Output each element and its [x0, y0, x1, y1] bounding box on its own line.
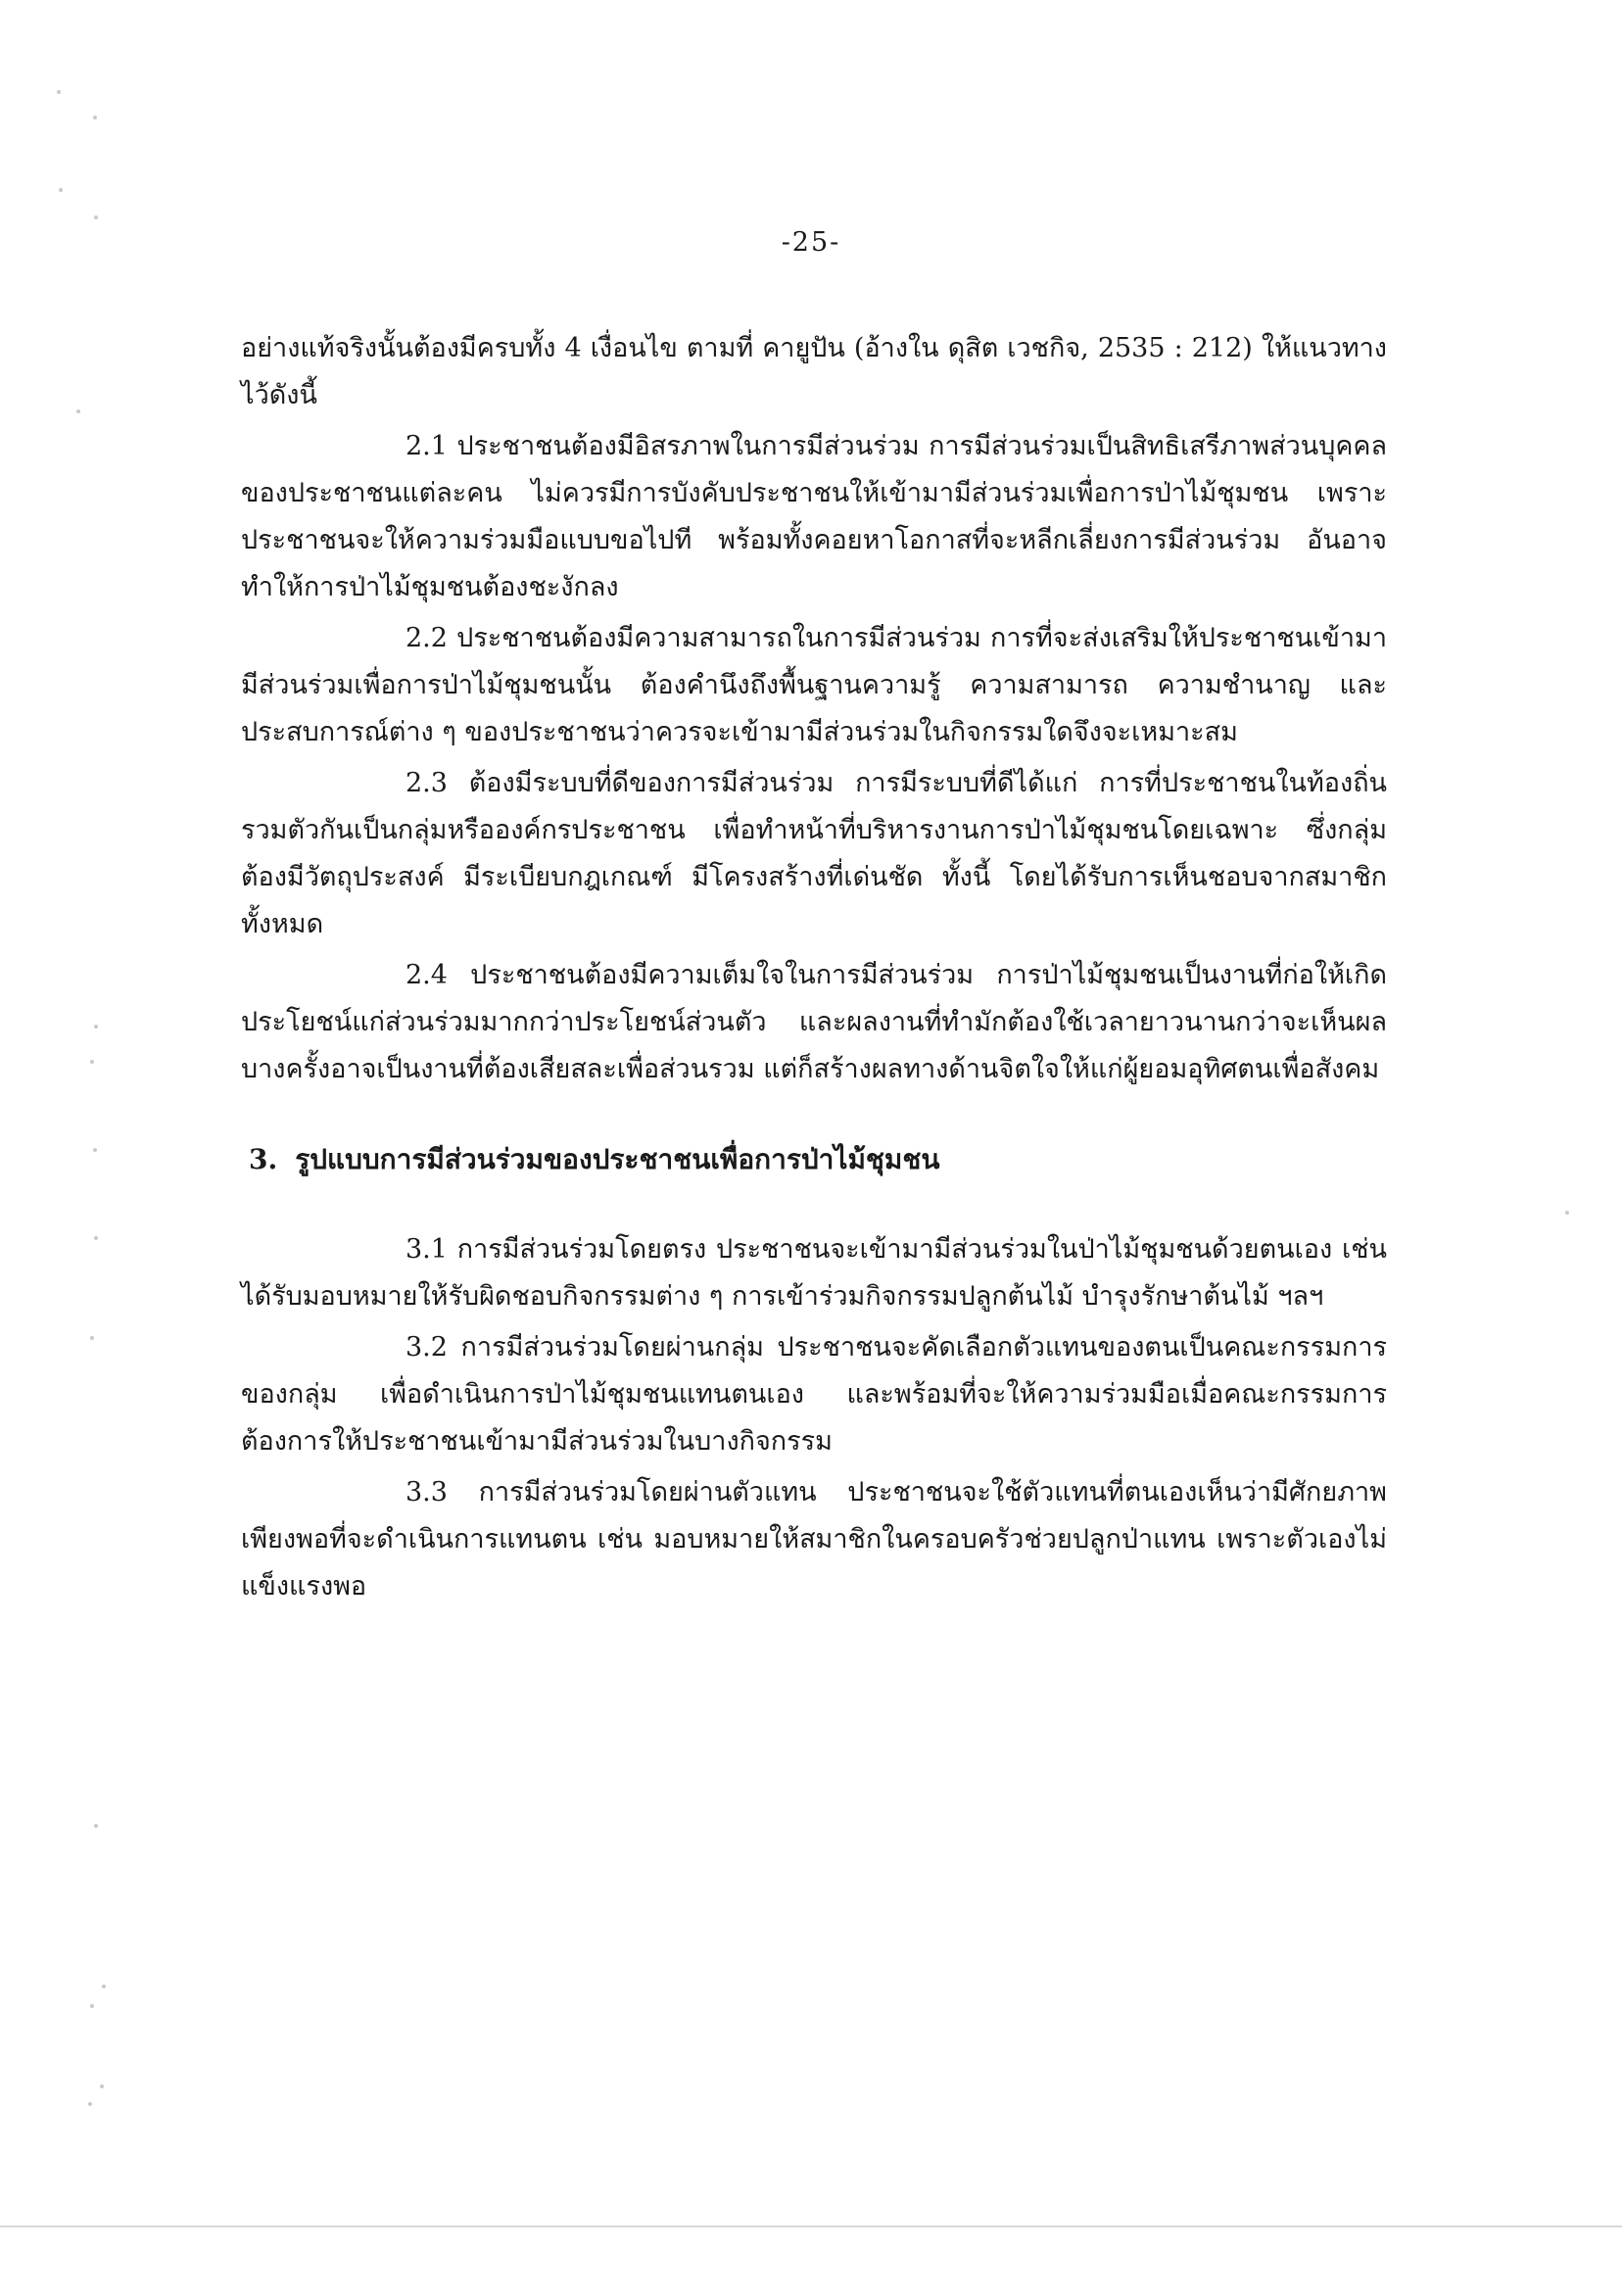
scan-speck [90, 1060, 94, 1064]
scan-speck [57, 90, 61, 94]
paragraph-3-1: 3.1 การมีส่วนร่วมโดยตรง ประชาชนจะเข้ามามีส่วนร่วมในป่าไม้ชุมชนด้วยตนเอง เช่น ได้รับมอบหมายให้รับผิดชอบกิจกรรมต่าง ๆ การเข้าร่วมกิจกรรมปลูกต้นไม้ บำรุงรักษาต้นไม้ ฯลฯ [241, 1234, 1387, 1312]
paragraph-2-4: 2.4 ประชาชนต้องมีความเต็มใจในการมีส่วนร่วม การป่าไม้ชุมชนเป็นงานที่ก่อให้เกิดประโยชน์แก่ส่วนร่วมมากกว่าประโยชน์ส่วนตัว และผลงานที่ทำมักต้องใช้เวลายาวนานกว่าจะเห็นผล บางครั้งอาจเป็นงานที่ต้องเสียสละเพื่อส่วนรวม แต่ก็สร้างผลทางด้านจิตใจให้แก่ผู้ยอมอุทิศตนเพื่อสังคม [241, 960, 1387, 1084]
scan-speck [94, 215, 98, 219]
paragraph-2-1: 2.1 ประชาชนต้องมีอิสรภาพในการมีส่วนร่วม การมีส่วนร่วมเป็นสิทธิเสรีภาพส่วนบุคคลของประชาชนแต่ละคน ไม่ควรมีการบังคับประชาชนให้เข้ามามีส่วนร่วมเพื่อการป่าไม้ชุมชน เพราะประชาชนจะให้ความร่วมมือแบบขอไปที พร้อมทั้งคอยหาโอกาสที่จะหลีกเลี่ยงการมีส่วนร่วม อันอาจทำให้การป่าไม้ชุมชนต้องชะงักลง [241, 431, 1387, 602]
scan-speck [1565, 1211, 1569, 1215]
scan-speck [76, 409, 80, 413]
scan-speck [93, 1148, 97, 1152]
paragraph-2-3: 2.3 ต้องมีระบบที่ดีของการมีส่วนร่วม การมีระบบที่ดีได้แก่ การที่ประชาชนในท้องถิ่นรวมตัวกันเป็นกลุ่มหรือองค์กรประชาชน เพื่อทำหน้าที่บริหารงานการป่าไม้ชุมชนโดยเฉพาะ ซึ่งกลุ่มต้องมีวัตถุประสงค์ มีระเบียบกฎเกณฑ์ มีโครงสร้างที่เด่นชัด ทั้งนี้ โดยได้รับการเห็นชอบจากสมาชิกทั้งหมด [241, 768, 1387, 939]
page-number: -25- [781, 227, 841, 258]
scan-speck [90, 1336, 94, 1340]
section-heading-number: 3. [249, 1143, 278, 1175]
paragraph-3-3: 3.3 การมีส่วนร่วมโดยผ่านตัวแทน ประชาชนจะใช้ตัวแทนที่ตนเองเห็นว่ามีศักยภาพเพียงพอที่จะดำเนินการแทนตน เช่น มอบหมายให้สมาชิกในครอบครัวช่วยปลูกป่าแทน เพราะตัวเองไม่แข็งแรงพอ [241, 1477, 1387, 1602]
scan-speck [90, 2004, 94, 2008]
scan-speck [94, 1824, 98, 1828]
section-heading-title: รูปแบบการมีส่วนร่วมของประชาชนเพื่อการป่าไม้ชุมชน [295, 1143, 940, 1175]
scan-speck [88, 2102, 92, 2106]
scan-speck [100, 2084, 104, 2088]
scan-speck [94, 1025, 98, 1028]
paragraph-2-2: 2.2 ประชาชนต้องมีความสามารถในการมีส่วนร่วม การที่จะส่งเสริมให้ประชาชนเข้ามามีส่วนร่วมเพื่อการป่าไม้ชุมชนนั้น ต้องคำนึงถึงพื้นฐานความรู้ ความสามารถ ความชำนาญ และประสบการณ์ต่าง ๆ ของประชาชนว่าควรจะเข้ามามีส่วนร่วมในกิจกรรมใดจึงจะเหมาะสม [241, 623, 1387, 747]
body-text [241, 325, 1387, 1610]
paragraph-3-2: 3.2 การมีส่วนร่วมโดยผ่านกลุ่ม ประชาชนจะคัดเลือกตัวแทนของตนเป็นคณะกรรมการของกลุ่ม เพื่อดำเนินการป่าไม้ชุมชนแทนตนเอง และพร้อมที่จะให้ความร่วมมือเมื่อคณะกรรมการต้องการให้ประชาชนเข้ามามีส่วนร่วมในบางกิจกรรม [241, 1332, 1387, 1457]
scan-speck [94, 1236, 98, 1240]
page-bottom-edge [0, 2225, 1622, 2227]
paragraph-intro: อย่างแท้จริงนั้นต้องมีครบทั้ง 4 เงื่อนไข ตามที่ คายูปัน (อ้างใน ดุสิต เวชกิจ, 2535 : 212) ให้แนวทาง ไว้ดังนี้ [241, 333, 1387, 410]
scan-speck [102, 1985, 106, 1988]
scan-speck [59, 188, 63, 192]
scan-speck [93, 116, 97, 120]
section-heading [249, 1136, 1387, 1183]
